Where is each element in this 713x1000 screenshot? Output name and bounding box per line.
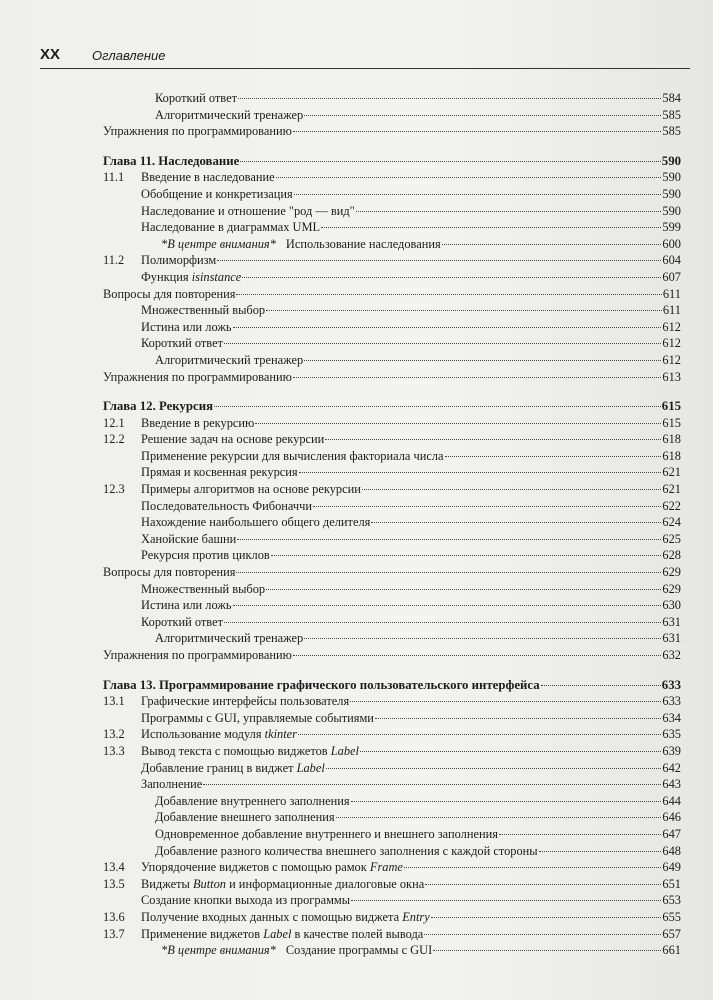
toc-row [103,726,681,743]
dot-leader [424,934,661,935]
toc-entry-title [141,776,202,793]
toc-entry-code-term: Frame [369,860,403,875]
dot-leader [321,227,661,228]
toc-row [103,597,681,614]
toc-entry-title [141,743,359,760]
toc-row [103,926,681,943]
toc-entry-title [155,826,498,843]
dot-leader [293,655,662,656]
toc-entry-title [141,415,254,432]
toc-page-number: 590 [662,170,681,185]
dot-leader [293,377,662,378]
toc-row [103,415,681,432]
toc-entry-text: Глава 11. Наследование [103,153,240,168]
toc-entry-title [141,203,355,220]
toc-page-number: 612 [662,319,681,334]
toc-entry-title [103,398,213,415]
toc-row [103,123,681,140]
toc-entry-text: Обобщение и конкретизация [141,186,293,201]
dot-leader [350,701,661,702]
toc-row [103,107,681,124]
toc-section-number: 13.2 [103,727,125,742]
toc-entry-text: Получение входных данных с помощью виджета [141,909,403,924]
page-number: XX [40,46,61,63]
toc-chapter-row [103,153,681,170]
toc-page-number: 644 [662,793,681,808]
toc-page-number: 618 [662,432,681,447]
toc-page-number: 615 [661,399,681,414]
toc-page-number: 635 [662,727,681,742]
toc-entry-title [155,793,350,810]
toc-row [103,892,681,909]
toc-entry-title [141,319,232,336]
toc-entry-text: Добавление внутреннего заполнения [155,793,350,808]
toc-row [103,481,681,498]
toc-section-number: 13.6 [103,909,125,924]
toc-row [103,269,681,286]
dot-leader [442,244,662,245]
dot-leader [294,194,662,195]
toc-entry-text: Введение в рекурсию [141,415,255,430]
toc-entry-code-term: tkinter [264,727,297,742]
toc-row [103,498,681,515]
toc-entry-text: Нахождение наибольшего общего делителя [141,515,371,530]
toc-entry-text: Короткий ответ [141,336,224,351]
toc-row [103,776,681,793]
toc-entry-text: Одновременное добавление внутреннего и внешнего заполнения [155,826,498,841]
toc-entry-title [155,352,303,369]
dot-leader [304,638,661,639]
toc-entry-text: Глава 12. Рекурсия [103,399,213,414]
toc-page-number: 653 [662,893,681,908]
toc-page-number: 646 [662,810,681,825]
toc-entry-text-after: в качестве полей вывода [291,926,424,941]
toc-entry-text: Добавление внешнего заполнения [155,810,335,825]
toc-row [103,169,681,186]
toc-page-number: 590 [662,203,681,218]
dot-leader [325,439,661,440]
toc-section-number: 13.5 [103,876,125,891]
toc-page-number: 600 [662,236,681,251]
dot-leader [224,622,661,623]
toc-page-number: 661 [662,943,681,958]
in-focus-label: *В центре внимания* [161,943,276,958]
dot-leader [425,884,661,885]
dot-leader [313,506,661,507]
toc-entry-title [141,269,241,286]
toc-page-number: 624 [662,515,681,530]
toc-entry-title [141,909,430,926]
dot-leader [266,310,662,311]
toc-row [103,909,681,926]
in-focus-label: *В центре внимания* [161,236,276,251]
toc-row [103,203,681,220]
toc-page-number: 651 [662,876,681,891]
toc-page-number: 584 [662,91,681,105]
toc-row [103,448,681,465]
toc-row [103,431,681,448]
dot-leader [404,867,661,868]
toc-entry-title [141,760,325,777]
toc-page-number: 631 [662,614,681,629]
toc-entry-text: Множественный выбор [141,303,266,318]
toc-entry-text: Применение виджетов [141,926,264,941]
dot-leader [276,177,662,178]
toc-row [103,942,681,959]
toc-page-number: 585 [662,107,681,122]
dot-leader [298,734,661,735]
dot-leader [351,801,662,802]
dot-leader [304,360,661,361]
toc-page-number: 633 [661,677,681,692]
dot-leader [539,851,662,852]
toc-entry-text: Алгоритмический тренажер [155,352,304,367]
toc-entry-text: Прямая и косвенная рекурсия [141,465,298,480]
toc-page-number: 622 [662,498,681,513]
toc-entry-text: Множественный выбор [141,581,266,596]
toc-entry-title [141,219,320,236]
toc-page-number: 629 [662,581,681,596]
toc-section-number: 13.3 [103,743,125,758]
toc-page-number: 604 [662,253,681,268]
dot-leader [431,917,662,918]
toc-entry-code-term: Label [263,926,292,941]
toc-row [103,464,681,481]
toc-row [103,286,681,303]
toc-entry-title [141,693,349,710]
dot-leader [375,718,661,719]
toc-entry-code-term: Button [192,876,226,891]
dot-leader [433,950,661,951]
toc-entry-code-term: isinstance [191,269,242,284]
toc-entry-title [141,926,423,943]
toc-page-number: 632 [662,648,681,662]
toc-page-number: 618 [662,448,681,463]
toc-entry-title [103,123,292,140]
toc-entry-title [103,153,239,170]
toc-page-number: 648 [662,843,681,858]
toc-entry-text: Полиморфизм [141,253,217,268]
toc-entry-title [103,286,235,303]
dot-leader [326,768,662,769]
dot-leader [214,406,661,407]
toc-section-number: 12.1 [103,415,125,430]
toc-entry-code-term: Label [330,743,359,758]
toc-row [103,547,681,564]
toc-entry-text: Примеры алгоритмов на основе рекурсии [141,482,361,497]
toc-entry-text: Создание программы с GUI [285,943,433,958]
toc-row [103,843,681,860]
toc-entry-title [141,710,374,727]
dot-leader [360,751,661,752]
toc-entry-text: Наследование и отношение "род — вид" [141,203,355,218]
toc-page-number: 628 [662,548,681,563]
toc-entry-text: Упражнения по программированию [103,369,292,384]
toc-page-number: 647 [662,826,681,841]
dot-leader [371,522,661,523]
running-header [40,46,690,69]
toc-entry-title [141,531,236,548]
toc-page-number: 634 [662,710,681,725]
toc-entry-title [141,498,312,515]
toc-page-number: 649 [662,860,681,875]
toc-entry-text: Упражнения по программированию [103,124,292,139]
toc-row [103,352,681,369]
toc-row [103,809,681,826]
dot-leader [255,423,661,424]
toc-entry-title [141,876,424,893]
toc-entry-title [141,859,403,876]
toc-page-number: 633 [662,694,681,709]
toc-row [103,186,681,203]
toc-page-number: 590 [661,153,681,168]
toc-page-number: 612 [662,336,681,351]
toc-page-number: 611 [662,303,681,318]
toc-entry-text: Создание кнопки выхода из программы [141,893,351,908]
toc-entry-title [141,614,223,631]
dot-leader [362,489,662,490]
toc-entry-title [155,90,237,107]
toc-row [103,319,681,336]
toc-entry-text: Ханойские башни [141,531,237,546]
dot-leader [499,834,661,835]
toc-page-number: 655 [662,909,681,924]
toc-entry-text: Последовательность Фибоначчи [141,498,313,513]
dot-leader [351,900,661,901]
toc-section-number: 13.4 [103,860,125,875]
toc-entry-text: Рекурсия против циклов [141,548,270,563]
toc-entry-text: Наследование в диаграммах UML [141,220,321,235]
dot-leader [233,327,662,328]
toc-entry-title [141,335,223,352]
toc-entry-text: Алгоритмический тренажер [155,107,304,122]
toc-page-number: 630 [662,598,681,613]
toc-row [103,876,681,893]
toc-entry-text: Графические интерфейсы пользователя [141,694,350,709]
toc-row [103,302,681,319]
toc-row [103,710,681,727]
toc-entry-text: Короткий ответ [155,91,238,105]
toc-page-number: 585 [662,124,681,139]
toc-page-number: 642 [662,760,681,775]
toc-entry-text: Упорядочение виджетов с помощью рамок [141,860,370,875]
dot-leader [293,131,662,132]
toc-row [103,219,681,236]
toc-page-number: 613 [662,369,681,384]
toc-entry-text: Использование модуля [141,727,265,742]
toc-entry-title [103,369,292,386]
toc-entry-text: Использование наследования [285,236,441,251]
toc-entry-text: Истина или ложь [141,319,232,334]
dot-leader [203,784,661,785]
toc-entry-code-term: Entry [402,909,430,924]
toc-entry-title [155,107,303,124]
toc-page-number: 625 [662,531,681,546]
toc-section-number: 12.2 [103,432,125,447]
toc-entry-text: Применение рекурсии для вычисления факториала числа [141,448,444,463]
dot-leader [224,343,661,344]
toc-entry-text-after: и информационные диалоговые окна [225,876,425,891]
toc-entry-code-term: Label [296,760,325,775]
toc-entry-title [141,514,370,531]
toc-section-number: 11.1 [103,170,125,185]
toc-page-number: 643 [662,777,681,792]
dot-leader [299,472,662,473]
dot-leader [236,294,661,295]
toc-page-number: 612 [662,352,681,367]
toc-row [103,564,681,581]
toc-entry-title [155,843,538,860]
toc-entry-title [141,186,293,203]
toc-page-number: 590 [662,186,681,201]
toc-entry-text: Короткий ответ [141,614,224,629]
toc-row [103,531,681,548]
toc-row [103,252,681,269]
toc-row [103,859,681,876]
table-of-contents [103,90,681,959]
toc-entry-title [141,431,324,448]
toc-chapter-row [103,398,681,415]
toc-entry-text: Вывод текста с помощью виджетов [141,743,331,758]
toc-entry-title [141,726,297,743]
toc-entry-title [103,564,235,581]
dot-leader [266,589,661,590]
toc-entry-title [141,302,265,319]
toc-row [103,826,681,843]
toc-entry-text: Решение задач на основе рекурсии [141,432,325,447]
toc-entry-title [141,892,350,909]
toc-section-number: 11.2 [103,253,125,268]
dot-leader [336,817,662,818]
toc-row [103,647,681,664]
toc-page-number: 629 [662,565,681,580]
dot-leader [233,605,662,606]
toc-page-number: 599 [662,220,681,235]
toc-entry-text: Вопросы для повторения [103,286,236,301]
toc-entry-text: Вопросы для повторения [103,565,236,580]
toc-entry-title [141,464,298,481]
toc-page-number: 639 [662,743,681,758]
toc-entry-title [141,581,265,598]
toc-row [103,335,681,352]
toc-entry-text: Истина или ложь [141,598,232,613]
dot-leader [356,211,662,212]
toc-page-number: 657 [662,926,681,941]
dot-leader [240,161,661,162]
dot-leader [541,685,661,686]
dot-leader [238,98,661,99]
toc-entry-text: Функция [141,269,192,284]
dot-leader [271,555,662,556]
toc-row [103,630,681,647]
toc-section-number: 12.3 [103,482,125,497]
toc-entry-text: Алгоритмический тренажер [155,631,304,646]
toc-row [103,743,681,760]
toc-row [103,236,681,253]
toc-page-number: 631 [662,631,681,646]
toc-page-number: 607 [662,269,681,284]
toc-page-number: 615 [662,415,681,430]
toc-entry-title [103,677,540,694]
toc-entry-text: Глава 13. Программирование графического пользовательского интерфейса [103,677,540,692]
toc-entry-title [161,942,432,959]
toc-page-number: 621 [662,465,681,480]
toc-row [103,693,681,710]
running-section-title: Оглавление [92,48,166,63]
dot-leader [217,260,661,261]
toc-entry-text: Виджеты [141,876,193,891]
toc-entry-text: Добавление границ в виджет [141,760,297,775]
toc-entry-title [141,448,444,465]
toc-entry-title [155,630,303,647]
dot-leader [237,539,661,540]
toc-entry-title [141,252,216,269]
toc-row [103,793,681,810]
dot-leader [304,115,661,116]
dot-leader [242,277,661,278]
toc-row [103,614,681,631]
toc-entry-text: Упражнения по программированию [103,648,292,662]
toc-entry-title [141,547,270,564]
toc-entry-text: Введение в наследование [141,170,275,185]
toc-entry-title [141,597,232,614]
toc-entry-title [141,169,275,186]
toc-entry-text: Заполнение [141,777,203,792]
toc-row [103,581,681,598]
toc-row [103,760,681,777]
toc-row [103,369,681,386]
toc-page-number: 611 [662,286,681,301]
dot-leader [236,572,661,573]
toc-entry-text: Программы с GUI, управляемые событиями [141,710,374,725]
toc-entry-title [161,236,441,253]
toc-entry-title [103,647,292,664]
toc-row [103,514,681,531]
toc-page-number: 621 [662,482,681,497]
toc-entry-title [155,809,335,826]
toc-section-number: 13.1 [103,694,125,709]
toc-row [103,90,681,107]
dot-leader [445,456,662,457]
toc-entry-title [141,481,361,498]
toc-entry-text: Добавление разного количества внешнего заполнения с каждой стороны [155,843,538,858]
toc-section-number: 13.7 [103,926,125,941]
toc-chapter-row [103,677,681,694]
